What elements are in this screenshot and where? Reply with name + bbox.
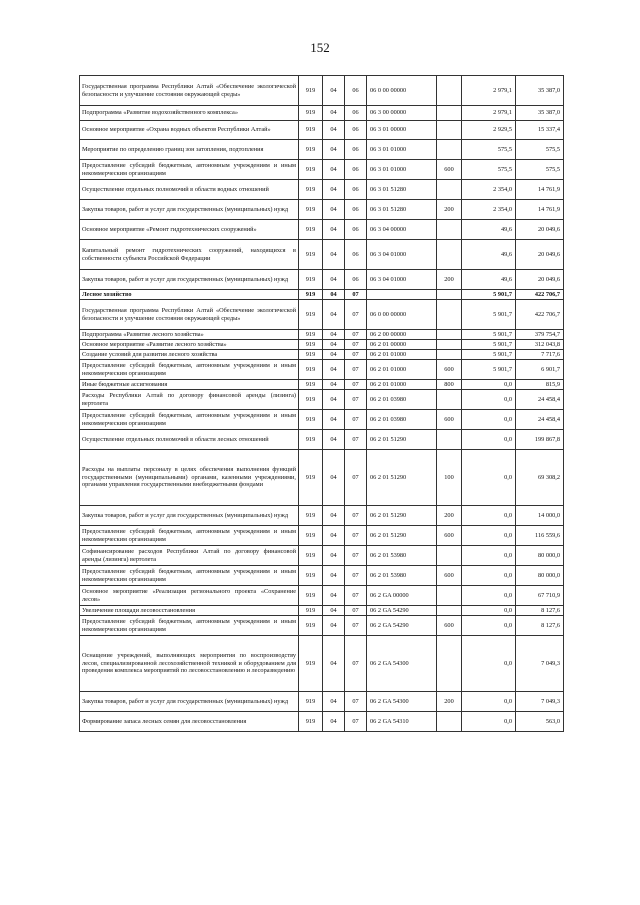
row-grbs: 919 bbox=[299, 430, 323, 450]
row-name: Осуществление отдельных полномочий в области водных отношений bbox=[80, 180, 299, 200]
row-csr: 06 2 01 53980 bbox=[367, 566, 437, 586]
row-value-2: 575,5 bbox=[516, 160, 564, 180]
table-body bbox=[80, 76, 564, 732]
row-pr: 07 bbox=[345, 692, 367, 712]
row-name: Закупка товаров, работ и услуг для государственных (муниципальных) нужд bbox=[80, 270, 299, 290]
row-value-1: 5 901,7 bbox=[462, 300, 516, 330]
row-name: Лесное хозяйство bbox=[80, 290, 299, 300]
row-value-1: 0,0 bbox=[462, 380, 516, 390]
row-grbs: 919 bbox=[299, 106, 323, 121]
row-grbs: 919 bbox=[299, 566, 323, 586]
table-row bbox=[80, 692, 564, 712]
row-csr: 06 2 01 03980 bbox=[367, 390, 437, 410]
row-csr: 06 3 01 01000 bbox=[367, 140, 437, 160]
row-pr: 07 bbox=[345, 586, 367, 606]
row-value-1: 49,6 bbox=[462, 240, 516, 270]
row-value-1: 2 929,5 bbox=[462, 121, 516, 140]
row-value-1: 5 901,7 bbox=[462, 360, 516, 380]
row-name: Закупка товаров, работ и услуг для государственных (муниципальных) нужд bbox=[80, 506, 299, 526]
row-rz: 04 bbox=[323, 76, 345, 106]
row-pr: 06 bbox=[345, 76, 367, 106]
row-name: Увеличение площади лесовосстановления bbox=[80, 606, 299, 616]
row-value-2: 6 901,7 bbox=[516, 360, 564, 380]
row-csr: 06 3 01 01000 bbox=[367, 160, 437, 180]
table-row bbox=[80, 430, 564, 450]
row-value-1: 0,0 bbox=[462, 616, 516, 636]
row-vr: 200 bbox=[437, 200, 462, 220]
row-csr: 06 2 01 01000 bbox=[367, 360, 437, 380]
row-name: Подпрограмма «Развитие водохозяйственного комплекса» bbox=[80, 106, 299, 121]
table-row bbox=[80, 506, 564, 526]
row-grbs: 919 bbox=[299, 200, 323, 220]
table-row bbox=[80, 390, 564, 410]
row-vr bbox=[437, 106, 462, 121]
row-name: Формирование запаса лесных семян для лесовосстановления bbox=[80, 712, 299, 732]
row-pr: 07 bbox=[345, 636, 367, 692]
row-grbs: 919 bbox=[299, 240, 323, 270]
row-value-1: 2 979,1 bbox=[462, 106, 516, 121]
row-value-2: 422 706,7 bbox=[516, 300, 564, 330]
row-value-2: 20 049,6 bbox=[516, 270, 564, 290]
row-value-2: 199 867,8 bbox=[516, 430, 564, 450]
row-rz: 04 bbox=[323, 506, 345, 526]
row-csr: 06 3 00 00000 bbox=[367, 106, 437, 121]
table-row bbox=[80, 290, 564, 300]
row-pr: 06 bbox=[345, 121, 367, 140]
row-csr: 06 3 01 51280 bbox=[367, 200, 437, 220]
row-vr bbox=[437, 636, 462, 692]
row-vr bbox=[437, 140, 462, 160]
row-vr bbox=[437, 76, 462, 106]
row-value-2: 14 761,9 bbox=[516, 200, 564, 220]
row-rz: 04 bbox=[323, 712, 345, 732]
row-pr: 07 bbox=[345, 506, 367, 526]
row-vr: 600 bbox=[437, 566, 462, 586]
row-name: Осуществление отдельных полномочий в области лесных отношений bbox=[80, 430, 299, 450]
row-csr: 06 2 GA 54290 bbox=[367, 616, 437, 636]
row-rz: 04 bbox=[323, 330, 345, 340]
row-pr: 07 bbox=[345, 390, 367, 410]
row-csr: 06 3 04 01000 bbox=[367, 240, 437, 270]
table-row bbox=[80, 450, 564, 506]
row-rz: 04 bbox=[323, 410, 345, 430]
row-value-2: 69 308,2 bbox=[516, 450, 564, 506]
row-pr: 06 bbox=[345, 200, 367, 220]
row-pr: 07 bbox=[345, 566, 367, 586]
row-rz: 04 bbox=[323, 220, 345, 240]
row-value-2: 8 127,6 bbox=[516, 606, 564, 616]
row-grbs: 919 bbox=[299, 712, 323, 732]
row-pr: 06 bbox=[345, 240, 367, 270]
row-csr: 06 2 GA 00000 bbox=[367, 586, 437, 606]
row-csr: 06 2 GA 54300 bbox=[367, 692, 437, 712]
row-pr: 07 bbox=[345, 546, 367, 566]
table-row bbox=[80, 526, 564, 546]
row-rz: 04 bbox=[323, 566, 345, 586]
row-rz: 04 bbox=[323, 380, 345, 390]
row-rz: 04 bbox=[323, 240, 345, 270]
row-rz: 04 bbox=[323, 526, 345, 546]
row-csr: 06 2 01 51290 bbox=[367, 450, 437, 506]
row-name: Подпрограмма «Развитие лесного хозяйства» bbox=[80, 330, 299, 340]
row-pr: 07 bbox=[345, 350, 367, 360]
table-row bbox=[80, 220, 564, 240]
row-rz: 04 bbox=[323, 180, 345, 200]
row-pr: 06 bbox=[345, 220, 367, 240]
row-grbs: 919 bbox=[299, 692, 323, 712]
row-rz: 04 bbox=[323, 300, 345, 330]
row-name: Предоставление субсидий бюджетным, автономным учреждениям и иным некоммерческим организациям bbox=[80, 616, 299, 636]
row-csr: 06 2 01 51290 bbox=[367, 430, 437, 450]
row-vr: 600 bbox=[437, 526, 462, 546]
row-csr: 06 0 00 00000 bbox=[367, 76, 437, 106]
row-rz: 04 bbox=[323, 350, 345, 360]
row-value-1: 0,0 bbox=[462, 712, 516, 732]
row-value-2: 35 387,0 bbox=[516, 76, 564, 106]
row-csr: 06 2 01 53980 bbox=[367, 546, 437, 566]
row-csr bbox=[367, 290, 437, 300]
row-rz: 04 bbox=[323, 636, 345, 692]
row-rz: 04 bbox=[323, 106, 345, 121]
row-name: Предоставление субсидий бюджетным, автономным учреждениям и иным некоммерческим организациям bbox=[80, 160, 299, 180]
row-grbs: 919 bbox=[299, 450, 323, 506]
table-row bbox=[80, 300, 564, 330]
table-row bbox=[80, 606, 564, 616]
row-grbs: 919 bbox=[299, 140, 323, 160]
table-row bbox=[80, 270, 564, 290]
row-name: Капитальный ремонт гидротехнических сооружений, находящихся в собственности субъекта Российской Федерации bbox=[80, 240, 299, 270]
row-value-2: 7 049,3 bbox=[516, 692, 564, 712]
table-row bbox=[80, 106, 564, 121]
row-name: Основное мероприятие «Ремонт гидротехнических сооружений» bbox=[80, 220, 299, 240]
row-rz: 04 bbox=[323, 692, 345, 712]
row-name: Основное мероприятие «Развитие лесного хозяйства» bbox=[80, 340, 299, 350]
row-name: Закупка товаров, работ и услуг для государственных (муниципальных) нужд bbox=[80, 200, 299, 220]
row-pr: 06 bbox=[345, 180, 367, 200]
row-name: Расходы на выплаты персоналу в целях обеспечения выполнения функций государственными (муниципальными) органами, казенными учреждениями, органами управления государственными внебюджетными фондами bbox=[80, 450, 299, 506]
row-value-1: 0,0 bbox=[462, 692, 516, 712]
row-csr: 06 3 04 01000 bbox=[367, 270, 437, 290]
row-name: Закупка товаров, работ и услуг для государственных (муниципальных) нужд bbox=[80, 692, 299, 712]
row-vr: 200 bbox=[437, 506, 462, 526]
row-vr bbox=[437, 390, 462, 410]
row-pr: 07 bbox=[345, 300, 367, 330]
table-row bbox=[80, 180, 564, 200]
row-grbs: 919 bbox=[299, 290, 323, 300]
row-pr: 07 bbox=[345, 410, 367, 430]
row-csr: 06 2 01 51290 bbox=[367, 506, 437, 526]
row-rz: 04 bbox=[323, 360, 345, 380]
row-vr: 200 bbox=[437, 270, 462, 290]
row-value-1: 5 901,7 bbox=[462, 340, 516, 350]
table-row bbox=[80, 121, 564, 140]
table-row bbox=[80, 712, 564, 732]
row-value-2: 14 761,9 bbox=[516, 180, 564, 200]
row-vr bbox=[437, 546, 462, 566]
row-rz: 04 bbox=[323, 340, 345, 350]
row-pr: 07 bbox=[345, 606, 367, 616]
row-grbs: 919 bbox=[299, 270, 323, 290]
row-pr: 07 bbox=[345, 380, 367, 390]
row-vr bbox=[437, 300, 462, 330]
row-pr: 07 bbox=[345, 360, 367, 380]
row-grbs: 919 bbox=[299, 616, 323, 636]
table-row bbox=[80, 410, 564, 430]
row-value-1: 0,0 bbox=[462, 430, 516, 450]
row-name: Расходы Республики Алтай по договору финансовой аренды (лизинга) вертолета bbox=[80, 390, 299, 410]
row-vr bbox=[437, 220, 462, 240]
row-csr: 06 2 01 01000 bbox=[367, 380, 437, 390]
row-grbs: 919 bbox=[299, 350, 323, 360]
row-name: Предоставление субсидий бюджетным, автономным учреждениям и иным некоммерческим организациям bbox=[80, 566, 299, 586]
row-value-1: 49,6 bbox=[462, 270, 516, 290]
row-pr: 06 bbox=[345, 270, 367, 290]
row-name: Иные бюджетные ассигнования bbox=[80, 380, 299, 390]
row-rz: 04 bbox=[323, 586, 345, 606]
row-pr: 07 bbox=[345, 340, 367, 350]
row-value-2: 7 049,3 bbox=[516, 636, 564, 692]
row-value-2: 15 337,4 bbox=[516, 121, 564, 140]
row-value-1: 575,5 bbox=[462, 160, 516, 180]
row-value-2: 116 559,6 bbox=[516, 526, 564, 546]
row-grbs: 919 bbox=[299, 121, 323, 140]
page-number: 152 bbox=[310, 40, 330, 55]
row-vr: 100 bbox=[437, 450, 462, 506]
row-rz: 04 bbox=[323, 390, 345, 410]
row-vr bbox=[437, 606, 462, 616]
row-value-1: 0,0 bbox=[462, 450, 516, 506]
row-rz: 04 bbox=[323, 140, 345, 160]
row-name: Основное мероприятие «Охрана водных объектов Республики Алтай» bbox=[80, 121, 299, 140]
table-row bbox=[80, 586, 564, 606]
row-value-1: 49,6 bbox=[462, 220, 516, 240]
row-value-2: 422 706,7 bbox=[516, 290, 564, 300]
row-vr bbox=[437, 586, 462, 606]
row-rz: 04 bbox=[323, 200, 345, 220]
row-value-2: 14 000,0 bbox=[516, 506, 564, 526]
row-value-2: 24 458,4 bbox=[516, 410, 564, 430]
row-grbs: 919 bbox=[299, 606, 323, 616]
row-csr: 06 3 01 00000 bbox=[367, 121, 437, 140]
row-csr: 06 2 GA 54290 bbox=[367, 606, 437, 616]
row-csr: 06 2 GA 54300 bbox=[367, 636, 437, 692]
row-value-1: 5 901,7 bbox=[462, 350, 516, 360]
row-value-1: 2 979,1 bbox=[462, 76, 516, 106]
row-value-2: 7 717,6 bbox=[516, 350, 564, 360]
row-grbs: 919 bbox=[299, 506, 323, 526]
row-csr: 06 2 01 00000 bbox=[367, 340, 437, 350]
row-vr bbox=[437, 430, 462, 450]
row-vr bbox=[437, 330, 462, 340]
row-value-2: 575,5 bbox=[516, 140, 564, 160]
row-pr: 07 bbox=[345, 712, 367, 732]
row-value-2: 312 043,8 bbox=[516, 340, 564, 350]
row-rz: 04 bbox=[323, 160, 345, 180]
row-name: Мероприятие по определению границ зон затопления, подтопления bbox=[80, 140, 299, 160]
row-vr: 600 bbox=[437, 410, 462, 430]
row-csr: 06 2 01 51290 bbox=[367, 526, 437, 546]
row-rz: 04 bbox=[323, 546, 345, 566]
row-rz: 04 bbox=[323, 270, 345, 290]
row-csr: 06 2 01 01000 bbox=[367, 350, 437, 360]
row-grbs: 919 bbox=[299, 340, 323, 350]
row-pr: 07 bbox=[345, 430, 367, 450]
row-name: Государственная программа Республики Алтай «Обеспечение экологической безопасности и улучшение состояния окружающей среды» bbox=[80, 300, 299, 330]
row-value-1: 0,0 bbox=[462, 636, 516, 692]
row-name: Основное мероприятие «Реализация регионального проекта «Сохранение лесов» bbox=[80, 586, 299, 606]
row-pr: 06 bbox=[345, 160, 367, 180]
row-grbs: 919 bbox=[299, 380, 323, 390]
row-pr: 06 bbox=[345, 106, 367, 121]
row-value-1: 0,0 bbox=[462, 390, 516, 410]
table-row bbox=[80, 140, 564, 160]
row-csr: 06 2 GA 54310 bbox=[367, 712, 437, 732]
row-value-2: 20 049,6 bbox=[516, 240, 564, 270]
row-name: Государственная программа Республики Алтай «Обеспечение экологической безопасности и улучшение состояния окружающей среды» bbox=[80, 76, 299, 106]
row-value-2: 563,0 bbox=[516, 712, 564, 732]
row-grbs: 919 bbox=[299, 526, 323, 546]
table-row bbox=[80, 360, 564, 380]
table-row bbox=[80, 380, 564, 390]
table-row bbox=[80, 616, 564, 636]
row-value-2: 67 710,9 bbox=[516, 586, 564, 606]
table-row bbox=[80, 546, 564, 566]
row-grbs: 919 bbox=[299, 636, 323, 692]
row-rz: 04 bbox=[323, 430, 345, 450]
row-vr bbox=[437, 121, 462, 140]
row-name: Предоставление субсидий бюджетным, автономным учреждениям и иным некоммерческим организациям bbox=[80, 410, 299, 430]
row-value-2: 80 000,0 bbox=[516, 546, 564, 566]
row-pr: 07 bbox=[345, 526, 367, 546]
row-vr: 600 bbox=[437, 616, 462, 636]
row-value-2: 35 387,0 bbox=[516, 106, 564, 121]
row-value-1: 2 354,0 bbox=[462, 200, 516, 220]
row-pr: 06 bbox=[345, 140, 367, 160]
row-value-1: 0,0 bbox=[462, 410, 516, 430]
row-vr: 600 bbox=[437, 360, 462, 380]
row-csr: 06 0 00 00000 bbox=[367, 300, 437, 330]
row-pr: 07 bbox=[345, 450, 367, 506]
row-grbs: 919 bbox=[299, 330, 323, 340]
row-vr bbox=[437, 350, 462, 360]
row-pr: 07 bbox=[345, 290, 367, 300]
table-row bbox=[80, 350, 564, 360]
row-grbs: 919 bbox=[299, 586, 323, 606]
row-pr: 07 bbox=[345, 330, 367, 340]
row-value-1: 5 901,7 bbox=[462, 330, 516, 340]
row-rz: 04 bbox=[323, 450, 345, 506]
row-name: Предоставление субсидий бюджетным, автономным учреждениям и иным некоммерческим организациям bbox=[80, 360, 299, 380]
row-value-2: 815,9 bbox=[516, 380, 564, 390]
table-row bbox=[80, 240, 564, 270]
row-grbs: 919 bbox=[299, 410, 323, 430]
row-csr: 06 2 01 03980 bbox=[367, 410, 437, 430]
row-vr bbox=[437, 290, 462, 300]
row-vr: 800 bbox=[437, 380, 462, 390]
table-row bbox=[80, 330, 564, 340]
row-value-1: 575,5 bbox=[462, 140, 516, 160]
row-value-1: 2 354,0 bbox=[462, 180, 516, 200]
table-row bbox=[80, 160, 564, 180]
row-value-1: 0,0 bbox=[462, 526, 516, 546]
row-value-2: 20 049,6 bbox=[516, 220, 564, 240]
row-rz: 04 bbox=[323, 121, 345, 140]
row-grbs: 919 bbox=[299, 546, 323, 566]
row-name: Оснащение учреждений, выполняющих мероприятия по воспроизводству лесов, специализированной лесохозяйственной техникой и оборудованием для проведения комплекса мероприятий по лесовосстановлению и лесоразведению bbox=[80, 636, 299, 692]
row-value-1: 0,0 bbox=[462, 566, 516, 586]
row-csr: 06 3 01 51280 bbox=[367, 180, 437, 200]
row-rz: 04 bbox=[323, 616, 345, 636]
table-row bbox=[80, 636, 564, 692]
row-value-2: 24 458,4 bbox=[516, 390, 564, 410]
row-csr: 06 2 00 00000 bbox=[367, 330, 437, 340]
row-vr bbox=[437, 240, 462, 270]
row-value-1: 0,0 bbox=[462, 586, 516, 606]
table-row bbox=[80, 76, 564, 106]
row-value-1: 5 901,7 bbox=[462, 290, 516, 300]
row-grbs: 919 bbox=[299, 180, 323, 200]
row-grbs: 919 bbox=[299, 76, 323, 106]
row-rz: 04 bbox=[323, 606, 345, 616]
row-value-2: 80 000,0 bbox=[516, 566, 564, 586]
row-vr: 200 bbox=[437, 692, 462, 712]
table-row bbox=[80, 566, 564, 586]
table-row bbox=[80, 200, 564, 220]
row-name: Софинансирование расходов Республики Алтай по договору финансовой аренды (лизинга) вертолета bbox=[80, 546, 299, 566]
row-grbs: 919 bbox=[299, 390, 323, 410]
budget-table bbox=[79, 75, 564, 732]
table-row bbox=[80, 340, 564, 350]
row-grbs: 919 bbox=[299, 220, 323, 240]
row-vr bbox=[437, 180, 462, 200]
row-pr: 07 bbox=[345, 616, 367, 636]
row-rz: 04 bbox=[323, 290, 345, 300]
row-value-1: 0,0 bbox=[462, 546, 516, 566]
row-grbs: 919 bbox=[299, 160, 323, 180]
row-value-2: 8 127,6 bbox=[516, 616, 564, 636]
row-name: Предоставление субсидий бюджетным, автономным учреждениям и иным некоммерческим организациям bbox=[80, 526, 299, 546]
row-vr: 600 bbox=[437, 160, 462, 180]
row-grbs: 919 bbox=[299, 360, 323, 380]
row-name: Создание условий для развития лесного хозяйства bbox=[80, 350, 299, 360]
row-value-1: 0,0 bbox=[462, 606, 516, 616]
row-value-1: 0,0 bbox=[462, 506, 516, 526]
row-csr: 06 3 04 00000 bbox=[367, 220, 437, 240]
row-value-2: 379 754,7 bbox=[516, 330, 564, 340]
row-grbs: 919 bbox=[299, 300, 323, 330]
row-vr bbox=[437, 712, 462, 732]
row-vr bbox=[437, 340, 462, 350]
